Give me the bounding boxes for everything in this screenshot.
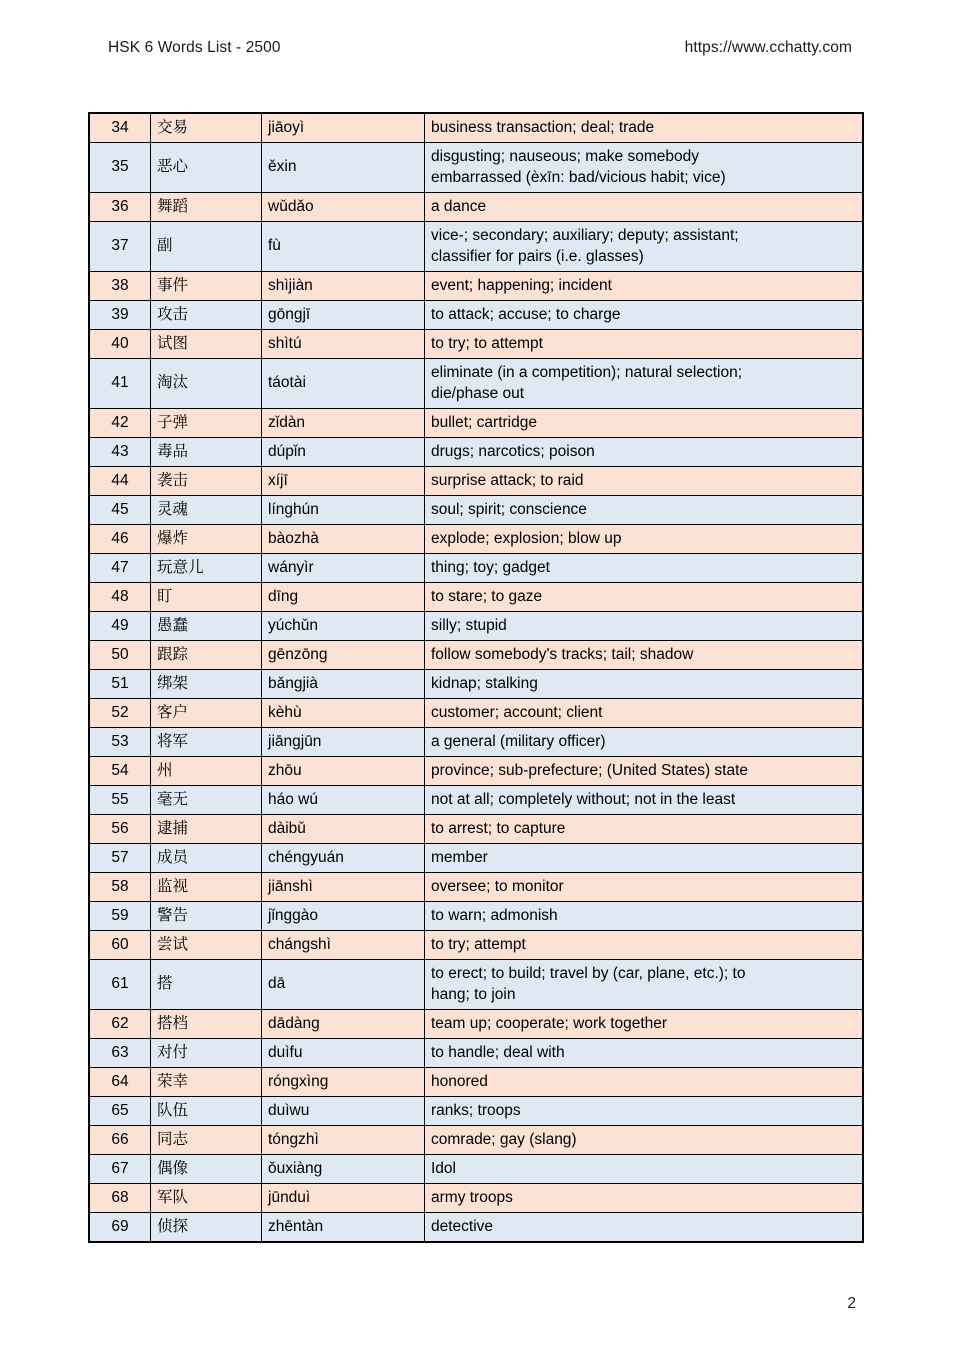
table-row	[89, 554, 863, 583]
cell-hanzi: 副	[151, 222, 262, 272]
definition-line: to stare; to gaze	[431, 587, 543, 605]
table-row	[89, 301, 863, 330]
cell-definition	[425, 1097, 864, 1126]
cell-definition	[425, 301, 864, 330]
definition-line: oversee; to monitor	[431, 877, 564, 895]
cell-index: 45	[89, 496, 151, 525]
table-row	[89, 641, 863, 670]
table-row	[89, 902, 863, 931]
cell-definition	[425, 143, 864, 193]
cell-hanzi: 盯	[151, 583, 262, 612]
cell-pinyin: duìwu	[262, 1097, 425, 1126]
cell-pinyin: jiāngjūn	[262, 728, 425, 757]
definition-line: follow somebody's tracks; tail; shadow	[431, 645, 694, 663]
cell-pinyin: jiāoyì	[262, 113, 425, 143]
cell-index: 43	[89, 438, 151, 467]
cell-pinyin: chángshì	[262, 931, 425, 960]
table-row	[89, 960, 863, 1010]
cell-definition	[425, 496, 864, 525]
table-row	[89, 272, 863, 301]
definition-line: explode; explosion; blow up	[431, 529, 622, 547]
definition-line: detective	[431, 1217, 494, 1235]
vocabulary-table-body	[89, 113, 863, 1242]
cell-index: 62	[89, 1010, 151, 1039]
cell-hanzi: 事件	[151, 272, 262, 301]
cell-index: 46	[89, 525, 151, 554]
cell-pinyin: dīng	[262, 583, 425, 612]
cell-hanzi: 灵魂	[151, 496, 262, 525]
cell-pinyin: jǐnggào	[262, 902, 425, 931]
cell-definition	[425, 409, 864, 438]
cell-hanzi: 警告	[151, 902, 262, 931]
cell-definition	[425, 525, 864, 554]
cell-hanzi: 搭档	[151, 1010, 262, 1039]
cell-hanzi: 队伍	[151, 1097, 262, 1126]
table-row	[89, 193, 863, 222]
vocabulary-table-container	[88, 112, 809, 1243]
cell-index: 52	[89, 699, 151, 728]
cell-definition	[425, 1068, 864, 1097]
cell-index: 42	[89, 409, 151, 438]
table-row	[89, 612, 863, 641]
cell-index: 34	[89, 113, 151, 143]
cell-definition	[425, 902, 864, 931]
definition-line: event; happening; incident	[431, 276, 612, 294]
cell-definition	[425, 554, 864, 583]
table-row	[89, 113, 863, 143]
cell-hanzi: 成员	[151, 844, 262, 873]
definition-line: province; sub-prefecture; (United States) state	[431, 761, 749, 779]
cell-pinyin: xíjī	[262, 467, 425, 496]
cell-pinyin: dādàng	[262, 1010, 425, 1039]
cell-pinyin: gōngjī	[262, 301, 425, 330]
document-title: HSK 6 Words List - 2500	[108, 39, 281, 56]
table-row	[89, 143, 863, 193]
cell-pinyin: duìfu	[262, 1039, 425, 1068]
cell-definition	[425, 1010, 864, 1039]
cell-hanzi: 逮捕	[151, 815, 262, 844]
cell-hanzi: 爆炸	[151, 525, 262, 554]
definition-line: thing; toy; gadget	[431, 558, 550, 576]
table-row	[89, 467, 863, 496]
cell-index: 66	[89, 1126, 151, 1155]
cell-index: 68	[89, 1184, 151, 1213]
cell-hanzi: 试图	[151, 330, 262, 359]
cell-hanzi: 跟踪	[151, 641, 262, 670]
cell-definition	[425, 359, 864, 409]
cell-definition	[425, 641, 864, 670]
table-row	[89, 496, 863, 525]
cell-pinyin: bàozhà	[262, 525, 425, 554]
cell-index: 39	[89, 301, 151, 330]
cell-index: 38	[89, 272, 151, 301]
cell-hanzi: 监视	[151, 873, 262, 902]
cell-index: 53	[89, 728, 151, 757]
definition-line: honored	[431, 1072, 488, 1090]
cell-pinyin: yúchǔn	[262, 612, 425, 641]
cell-pinyin: dúpǐn	[262, 438, 425, 467]
table-row	[89, 931, 863, 960]
cell-pinyin: fù	[262, 222, 425, 272]
cell-hanzi: 毒品	[151, 438, 262, 467]
cell-index: 65	[89, 1097, 151, 1126]
cell-pinyin: kèhù	[262, 699, 425, 728]
table-row	[89, 1213, 863, 1243]
cell-definition	[425, 786, 864, 815]
definition-line: ranks; troops	[431, 1101, 521, 1119]
cell-definition	[425, 612, 864, 641]
cell-pinyin: jūnduì	[262, 1184, 425, 1213]
cell-pinyin: shìjiàn	[262, 272, 425, 301]
cell-index: 50	[89, 641, 151, 670]
definition-line: to try; attempt	[431, 935, 526, 953]
cell-hanzi: 客户	[151, 699, 262, 728]
definition-line: army troops	[431, 1188, 513, 1206]
cell-index: 69	[89, 1213, 151, 1243]
definition-line: to attack; accuse; to charge	[431, 305, 621, 323]
table-row	[89, 583, 863, 612]
cell-pinyin: dàibǔ	[262, 815, 425, 844]
table-row	[89, 438, 863, 467]
cell-hanzi: 同志	[151, 1126, 262, 1155]
definition-line: team up; cooperate; work together	[431, 1014, 668, 1032]
cell-hanzi: 毫无	[151, 786, 262, 815]
cell-hanzi: 袭击	[151, 467, 262, 496]
source-url: https://www.cchatty.com	[684, 39, 852, 56]
cell-definition	[425, 467, 864, 496]
cell-hanzi: 侦探	[151, 1213, 262, 1243]
definition-line: embarrassed (èxīn: bad/vicious habit; vice)	[431, 168, 726, 186]
cell-definition	[425, 931, 864, 960]
table-row	[89, 873, 863, 902]
cell-index: 63	[89, 1039, 151, 1068]
cell-definition	[425, 670, 864, 699]
definition-line: hang; to join	[431, 985, 516, 1003]
table-row	[89, 670, 863, 699]
cell-hanzi: 恶心	[151, 143, 262, 193]
cell-definition	[425, 1213, 864, 1243]
definition-line: to try; to attempt	[431, 334, 543, 352]
table-row	[89, 330, 863, 359]
cell-pinyin: shìtú	[262, 330, 425, 359]
cell-pinyin: dā	[262, 960, 425, 1010]
table-row	[89, 815, 863, 844]
cell-hanzi: 尝试	[151, 931, 262, 960]
definition-line: kidnap; stalking	[431, 674, 538, 692]
cell-index: 64	[89, 1068, 151, 1097]
cell-hanzi: 州	[151, 757, 262, 786]
definition-line: silly; stupid	[431, 616, 507, 634]
table-row	[89, 844, 863, 873]
table-row	[89, 1184, 863, 1213]
cell-definition	[425, 438, 864, 467]
cell-pinyin: wányìr	[262, 554, 425, 583]
table-row	[89, 699, 863, 728]
cell-pinyin: bǎngjià	[262, 670, 425, 699]
cell-pinyin: háo wú	[262, 786, 425, 815]
cell-index: 54	[89, 757, 151, 786]
table-row	[89, 1010, 863, 1039]
cell-index: 60	[89, 931, 151, 960]
cell-index: 49	[89, 612, 151, 641]
table-row	[89, 359, 863, 409]
table-row	[89, 728, 863, 757]
cell-definition	[425, 757, 864, 786]
cell-definition	[425, 113, 864, 143]
cell-pinyin: róngxìng	[262, 1068, 425, 1097]
definition-line: to warn; admonish	[431, 906, 558, 924]
table-row	[89, 1155, 863, 1184]
page-running-header	[108, 38, 852, 60]
definition-line: bullet; cartridge	[431, 413, 537, 431]
cell-index: 44	[89, 467, 151, 496]
definition-line: vice-; secondary; auxiliary; deputy; assistant;	[431, 227, 739, 244]
cell-hanzi: 对付	[151, 1039, 262, 1068]
cell-pinyin: táotài	[262, 359, 425, 409]
table-row	[89, 786, 863, 815]
definition-line: member	[431, 848, 488, 866]
cell-hanzi: 将军	[151, 728, 262, 757]
cell-index: 36	[89, 193, 151, 222]
cell-index: 67	[89, 1155, 151, 1184]
vocabulary-table	[88, 112, 864, 1243]
cell-pinyin: zhōu	[262, 757, 425, 786]
definition-line: classifier for pairs (i.e. glasses)	[431, 247, 644, 265]
cell-pinyin: zǐdàn	[262, 409, 425, 438]
table-row	[89, 525, 863, 554]
cell-hanzi: 搭	[151, 960, 262, 1010]
definition-line: surprise attack; to raid	[431, 471, 584, 489]
table-row	[89, 1068, 863, 1097]
cell-index: 55	[89, 786, 151, 815]
definition-line: soul; spirit; conscience	[431, 500, 587, 518]
cell-definition	[425, 960, 864, 1010]
cell-index: 35	[89, 143, 151, 193]
cell-pinyin: ǒuxiàng	[262, 1155, 425, 1184]
cell-pinyin: chéngyuán	[262, 844, 425, 873]
definition-line: disgusting; nauseous; make somebody	[431, 148, 699, 165]
cell-definition	[425, 815, 864, 844]
cell-index: 40	[89, 330, 151, 359]
cell-index: 41	[89, 359, 151, 409]
cell-index: 37	[89, 222, 151, 272]
definition-line: a general (military officer)	[431, 732, 606, 750]
definition-line: Idol	[431, 1159, 456, 1177]
cell-hanzi: 荣幸	[151, 1068, 262, 1097]
cell-definition	[425, 699, 864, 728]
cell-pinyin: zhēntàn	[262, 1213, 425, 1243]
cell-definition	[425, 272, 864, 301]
definition-line: eliminate (in a competition); natural selection;	[431, 364, 743, 381]
cell-pinyin: ěxin	[262, 143, 425, 193]
cell-pinyin: gēnzōng	[262, 641, 425, 670]
definition-line: a dance	[431, 197, 487, 215]
definition-line: to arrest; to capture	[431, 819, 566, 837]
cell-definition	[425, 873, 864, 902]
definition-line: drugs; narcotics; poison	[431, 442, 595, 460]
cell-definition	[425, 844, 864, 873]
table-row	[89, 409, 863, 438]
cell-hanzi: 交易	[151, 113, 262, 143]
definition-line: to handle; deal with	[431, 1043, 565, 1061]
cell-hanzi: 子弹	[151, 409, 262, 438]
cell-pinyin: wǔdǎo	[262, 193, 425, 222]
cell-hanzi: 绑架	[151, 670, 262, 699]
cell-pinyin: tóngzhì	[262, 1126, 425, 1155]
cell-definition	[425, 583, 864, 612]
table-row	[89, 1039, 863, 1068]
definition-line: customer; account; client	[431, 703, 603, 721]
cell-index: 51	[89, 670, 151, 699]
cell-hanzi: 舞蹈	[151, 193, 262, 222]
cell-index: 48	[89, 583, 151, 612]
cell-index: 59	[89, 902, 151, 931]
cell-index: 61	[89, 960, 151, 1010]
cell-hanzi: 攻击	[151, 301, 262, 330]
cell-hanzi: 玩意儿	[151, 554, 262, 583]
cell-index: 56	[89, 815, 151, 844]
cell-definition	[425, 222, 864, 272]
cell-definition	[425, 330, 864, 359]
definition-line: not at all; completely without; not in the least	[431, 790, 736, 808]
table-row	[89, 1097, 863, 1126]
page-number: 2	[847, 1295, 856, 1312]
cell-hanzi: 军队	[151, 1184, 262, 1213]
definition-line: comrade; gay (slang)	[431, 1130, 577, 1148]
cell-hanzi: 淘汰	[151, 359, 262, 409]
cell-hanzi: 愚蠢	[151, 612, 262, 641]
definition-line: to erect; to build; travel by (car, plane, etc.); to	[431, 965, 746, 982]
table-row	[89, 1126, 863, 1155]
cell-index: 47	[89, 554, 151, 583]
cell-definition	[425, 1184, 864, 1213]
cell-definition	[425, 1039, 864, 1068]
definition-line: die/phase out	[431, 384, 525, 402]
cell-hanzi: 偶像	[151, 1155, 262, 1184]
cell-definition	[425, 193, 864, 222]
table-row	[89, 222, 863, 272]
cell-index: 57	[89, 844, 151, 873]
definition-line: business transaction; deal; trade	[431, 118, 655, 136]
cell-definition	[425, 1126, 864, 1155]
cell-definition	[425, 728, 864, 757]
cell-pinyin: jiānshì	[262, 873, 425, 902]
cell-index: 58	[89, 873, 151, 902]
table-row	[89, 757, 863, 786]
cell-pinyin: línghún	[262, 496, 425, 525]
cell-definition	[425, 1155, 864, 1184]
